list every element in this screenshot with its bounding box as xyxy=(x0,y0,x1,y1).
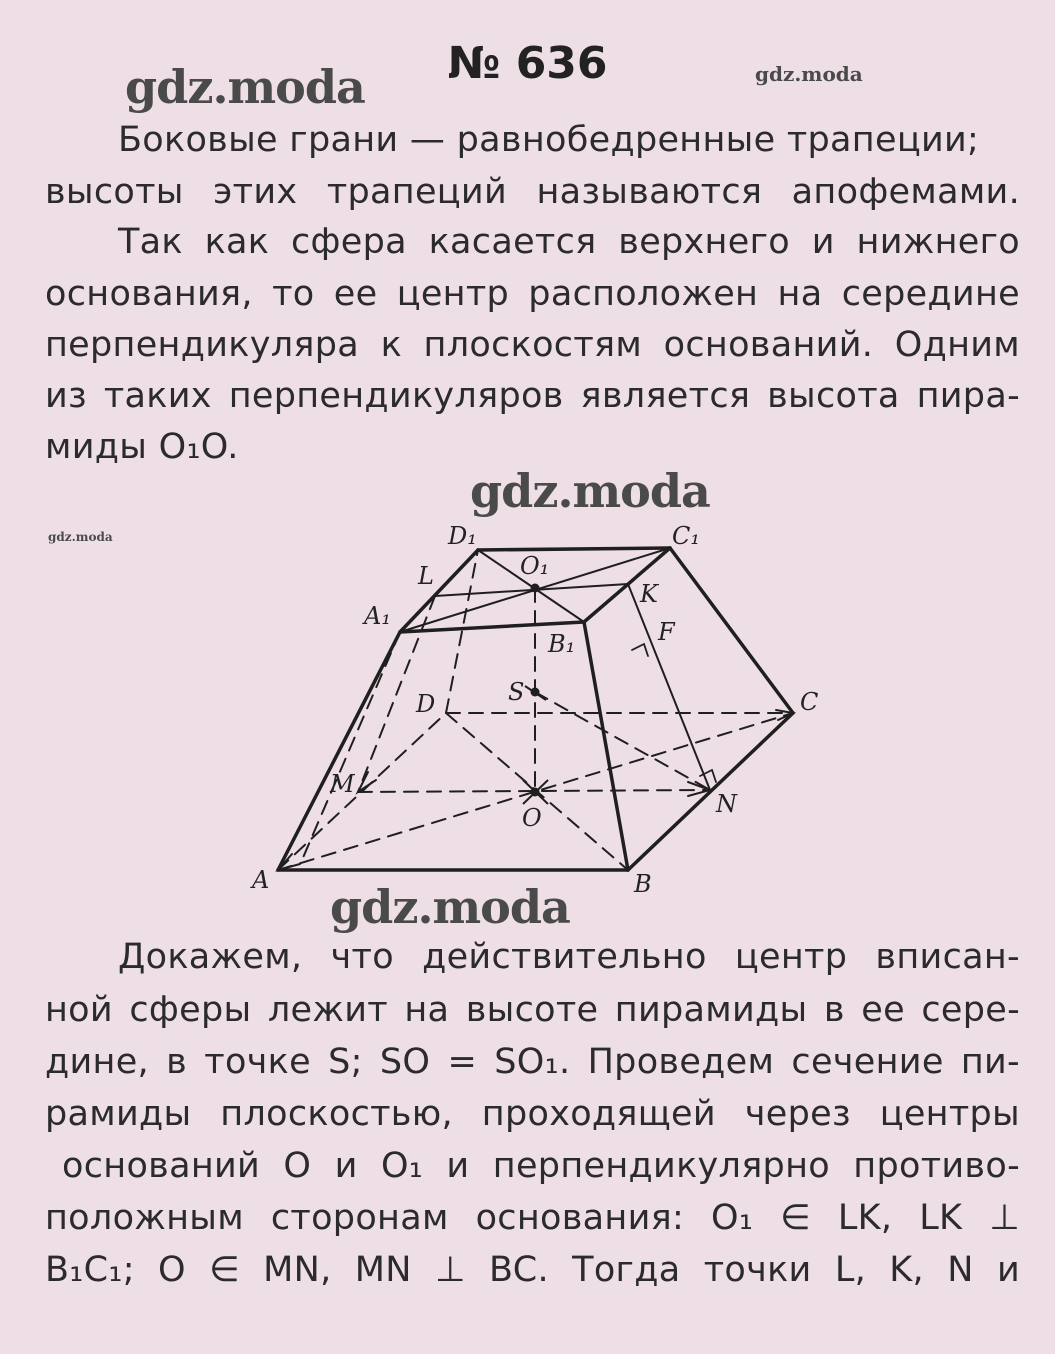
label-m: M xyxy=(330,770,355,798)
problem-number: № 636 xyxy=(447,38,608,89)
label-o1: O₁ xyxy=(520,552,550,580)
edge-a-a1 xyxy=(278,632,400,870)
label-d: D xyxy=(416,690,436,718)
paragraph2-line4: из таких перпендикуляров является высота пира- xyxy=(45,376,1020,416)
paragraph3-line2: ной сферы лежит на высоте пирамиды в ее сере- xyxy=(45,990,1020,1030)
label-c: C xyxy=(800,688,819,716)
edge-c1-d1 xyxy=(478,548,670,550)
label-k: K xyxy=(640,580,658,608)
label-l: L xyxy=(418,562,434,590)
label-c1: C₁ xyxy=(672,522,700,550)
paragraph1-line1: Боковые грани — равнобедренные трапеции; xyxy=(118,120,980,160)
watermark-figure-top: gdz.moda xyxy=(470,464,710,518)
label-o: O xyxy=(522,804,542,832)
paragraph3-line3: дине, в точке S; SO = SO₁. Проведем сечение пи- xyxy=(45,1042,1020,1082)
edge-b-b1 xyxy=(584,622,628,870)
paragraph2-line1: Так как сфера касается верхнего и нижнего xyxy=(118,222,1020,262)
paragraph2-line5: миды O₁O. xyxy=(45,427,239,467)
paragraph3-line6: положным сторонам основания: O₁ ∈ LK, LK ⊥ xyxy=(45,1198,1020,1238)
label-a1: A₁ xyxy=(364,602,391,630)
hidden-segment-s-n xyxy=(535,692,710,790)
paragraph3-line4: рамиды плоскостью, проходящей через центры xyxy=(45,1094,1020,1134)
label-b1: B₁ xyxy=(548,630,576,658)
watermark-left-small: gdz.moda xyxy=(48,530,113,544)
arrow-m xyxy=(358,772,376,792)
paragraph3-line7: B₁C₁; O ∈ MN, MN ⊥ BC. Тогда точки L, K, N и xyxy=(45,1250,1020,1290)
hidden-segment-a1-a xyxy=(302,632,400,860)
paragraph3-line1: Докажем, что действительно центр вписан- xyxy=(118,937,1020,977)
watermark-figure-bottom: gdz.moda xyxy=(330,880,570,934)
label-d1: D₁ xyxy=(448,522,477,550)
watermark-top-right: gdz.moda xyxy=(755,62,863,86)
paragraph2-line3: перпендикуляра к плоскостям оснований. Одним xyxy=(45,325,1020,365)
label-s: S xyxy=(508,678,525,706)
right-angle-f xyxy=(632,644,648,656)
paragraph2-line2: основания, то ее центр расположен на середине xyxy=(45,274,1020,314)
pyramid-figure xyxy=(230,520,850,910)
edge-b-c xyxy=(628,713,793,870)
point-o1 xyxy=(531,584,540,593)
label-a: A xyxy=(252,866,270,894)
hidden-edge-d-d1 xyxy=(446,550,478,713)
label-n: N xyxy=(716,790,737,818)
edge-c-c1 xyxy=(670,548,793,713)
watermark-top-left: gdz.moda xyxy=(125,60,365,114)
paragraph3-line5: оснований O и O₁ и перпендикулярно противо- xyxy=(62,1146,1020,1186)
label-b: B xyxy=(634,870,652,898)
paragraph1-line2: высоты этих трапеций называются апофемами. xyxy=(45,172,1020,212)
pyramid-diagram xyxy=(230,520,850,910)
label-f: F xyxy=(658,618,675,646)
